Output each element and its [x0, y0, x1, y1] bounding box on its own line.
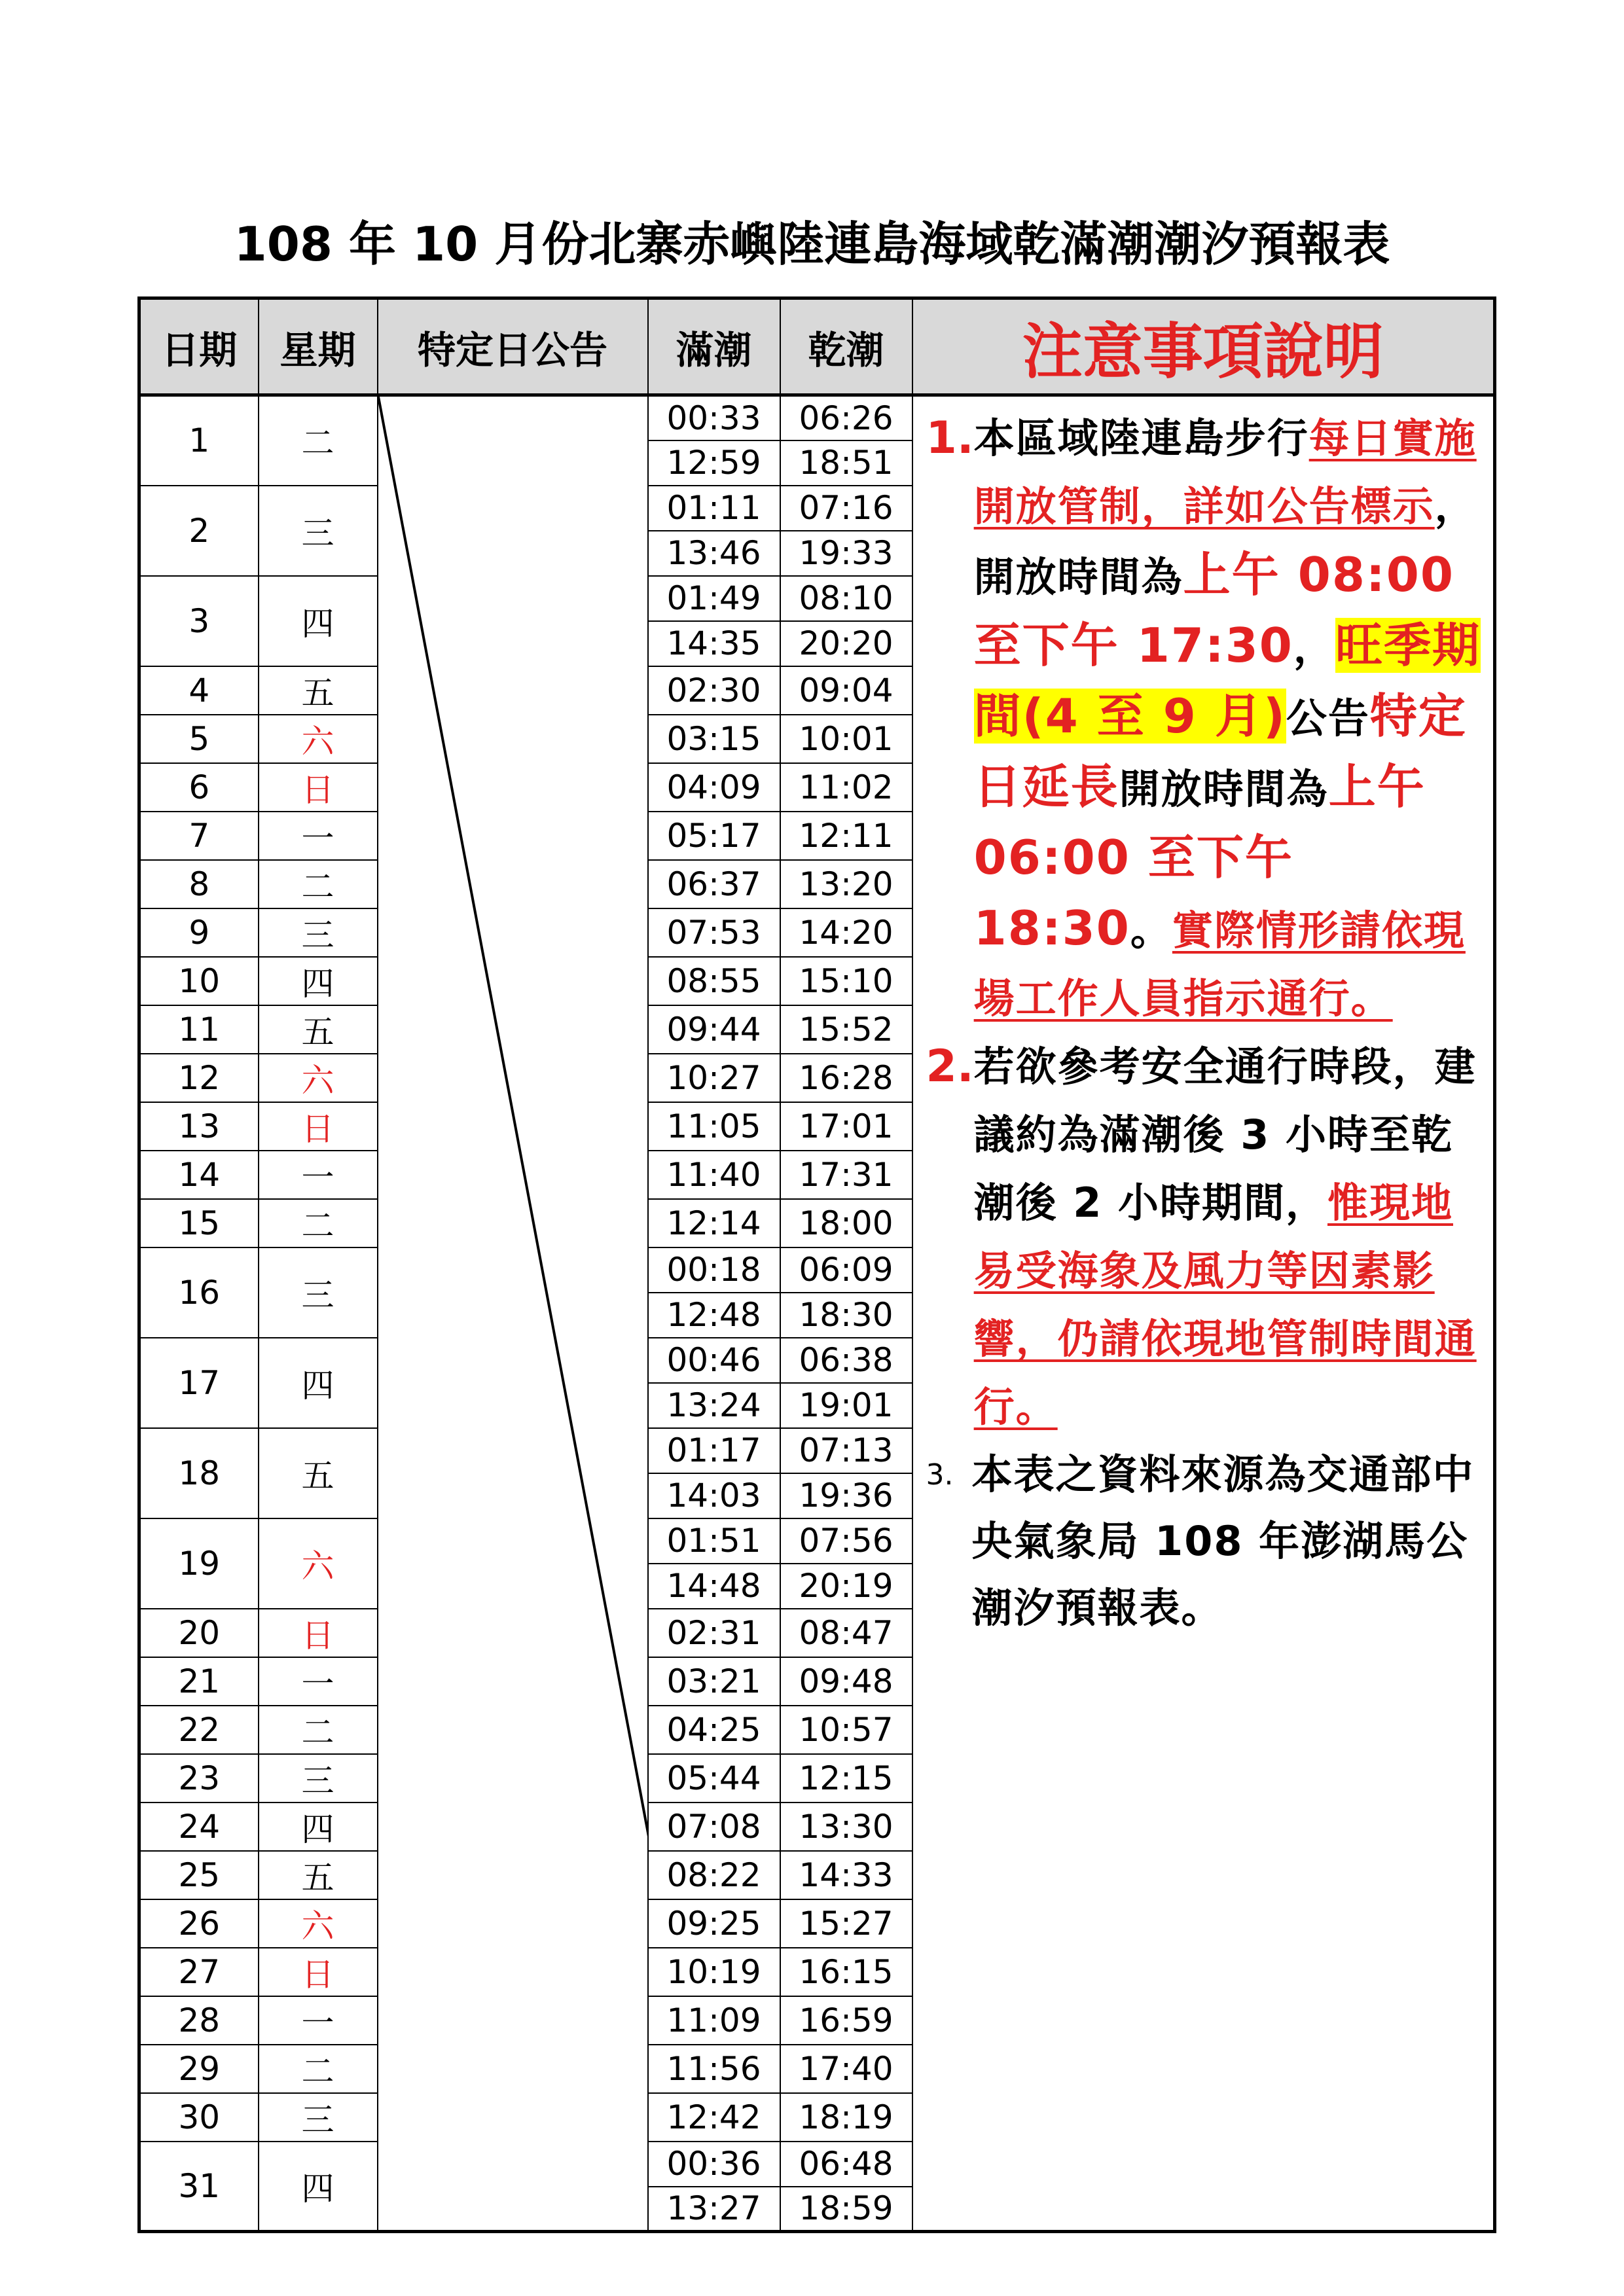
date-cell: 28 — [139, 1996, 259, 2045]
document-title: 108 年 10 月份北寨赤嶼陸連島海域乾滿潮潮汐預報表 — [234, 217, 1390, 272]
note-segment: 每日實施開放管制，詳如公告標示 — [973, 414, 1477, 530]
high-tide-cell: 05:17 — [648, 812, 780, 860]
high-tide-cell: 02:30 — [648, 666, 780, 715]
low-tide-cell: 13:30 — [780, 1803, 912, 1851]
header-high-tide: 滿潮 — [648, 298, 780, 395]
high-tide-cell: 03:15 — [648, 715, 780, 763]
date-cell: 17 — [139, 1338, 259, 1428]
date-cell: 15 — [139, 1199, 259, 1247]
high-tide-cell: 14:48 — [648, 1564, 780, 1609]
high-tide-cell: 11:09 — [648, 1996, 780, 2045]
high-tide-cell: 03:21 — [648, 1657, 780, 1706]
weekday-cell: 二 — [259, 1706, 378, 1754]
date-cell: 21 — [139, 1657, 259, 1706]
header-notes: 注意事項說明 — [912, 298, 1495, 395]
weekday-cell: 五 — [259, 666, 378, 715]
low-tide-cell: 18:59 — [780, 2187, 912, 2232]
empty-slash-line — [378, 397, 648, 1837]
weekday-cell: 日 — [259, 1609, 378, 1657]
date-cell: 19 — [139, 1518, 259, 1609]
low-tide-cell: 08:10 — [780, 576, 912, 621]
low-tide-cell: 11:02 — [780, 763, 912, 812]
low-tide-cell: 07:56 — [780, 1518, 912, 1564]
low-tide-cell: 14:33 — [780, 1851, 912, 1899]
high-tide-cell: 06:37 — [648, 860, 780, 908]
low-tide-cell: 07:16 — [780, 486, 912, 531]
weekday-cell: 日 — [259, 1102, 378, 1151]
date-cell: 18 — [139, 1428, 259, 1518]
high-tide-cell: 01:51 — [648, 1518, 780, 1564]
notes-list — [926, 404, 1483, 1641]
note-item — [926, 1033, 1483, 1441]
low-tide-cell: 20:19 — [780, 1564, 912, 1609]
note-segment: 開放時間為 — [1119, 765, 1329, 813]
date-cell: 25 — [139, 1851, 259, 1899]
high-tide-cell: 12:14 — [648, 1199, 780, 1247]
high-tide-cell: 00:33 — [648, 395, 780, 440]
weekday-cell: 三 — [259, 2093, 378, 2142]
low-tide-cell: 14:20 — [780, 908, 912, 957]
date-cell: 26 — [139, 1899, 259, 1948]
note-segment: 。 — [1130, 906, 1172, 954]
note-text — [972, 1441, 1483, 1641]
weekday-cell: 六 — [259, 1054, 378, 1102]
note-segment: 上午 08:00 至下午 17:30 — [973, 547, 1454, 673]
tide-forecast-table — [137, 296, 1496, 2233]
high-tide-cell: 14:03 — [648, 1473, 780, 1518]
low-tide-cell: 10:57 — [780, 1706, 912, 1754]
note-segment: 本表之資料來源為交通部中央氣象局 108 年澎湖馬公潮汐預報表。 — [971, 1450, 1475, 1632]
date-cell: 30 — [139, 2093, 259, 2142]
low-tide-cell: 20:20 — [780, 621, 912, 666]
high-tide-cell: 01:49 — [648, 576, 780, 621]
low-tide-cell: 06:09 — [780, 1247, 912, 1293]
low-tide-cell: 15:52 — [780, 1005, 912, 1054]
weekday-cell: 一 — [259, 812, 378, 860]
note-segment: 若欲參考安全通行時段，建議約為滿潮後 3 小時至乾潮後 2 小時期間， — [973, 1043, 1477, 1227]
note-item — [926, 404, 1483, 1033]
high-tide-cell: 14:35 — [648, 621, 780, 666]
low-tide-cell: 09:04 — [780, 666, 912, 715]
weekday-cell: 三 — [259, 486, 378, 576]
low-tide-cell: 08:47 — [780, 1609, 912, 1657]
weekday-cell: 日 — [259, 1948, 378, 1996]
note-text — [974, 1033, 1483, 1441]
low-tide-cell: 13:20 — [780, 860, 912, 908]
notes-cell — [912, 395, 1495, 2232]
date-cell: 9 — [139, 908, 259, 957]
high-tide-cell: 05:44 — [648, 1754, 780, 1803]
date-cell: 14 — [139, 1151, 259, 1199]
date-cell: 8 — [139, 860, 259, 908]
high-tide-cell: 00:46 — [648, 1338, 780, 1383]
weekday-cell: 五 — [259, 1851, 378, 1899]
low-tide-cell: 16:28 — [780, 1054, 912, 1102]
weekday-cell: 一 — [259, 1151, 378, 1199]
weekday-cell: 五 — [259, 1005, 378, 1054]
weekday-cell: 三 — [259, 1247, 378, 1338]
note-segment: 惟現地易受海象及風力等因素影響，仍請依現地管制時間通行。 — [973, 1179, 1477, 1431]
high-tide-cell: 01:11 — [648, 486, 780, 531]
low-tide-cell: 18:51 — [780, 440, 912, 486]
low-tide-cell: 16:59 — [780, 1996, 912, 2045]
high-tide-cell: 02:31 — [648, 1609, 780, 1657]
weekday-cell: 三 — [259, 908, 378, 957]
weekday-cell: 二 — [259, 860, 378, 908]
high-tide-cell: 08:55 — [648, 957, 780, 1005]
high-tide-cell: 13:24 — [648, 1383, 780, 1428]
table-row — [139, 395, 1495, 440]
weekday-cell: 四 — [259, 2142, 378, 2232]
low-tide-cell: 10:01 — [780, 715, 912, 763]
high-tide-cell: 11:40 — [648, 1151, 780, 1199]
low-tide-cell: 19:33 — [780, 531, 912, 576]
note-segment: 特定日延長 — [973, 689, 1467, 814]
high-tide-cell: 07:53 — [648, 908, 780, 957]
date-cell: 11 — [139, 1005, 259, 1054]
note-segment: 實際情形請依現場工作人員指示通行。 — [973, 906, 1466, 1022]
date-cell: 16 — [139, 1247, 259, 1338]
date-cell: 10 — [139, 957, 259, 1005]
low-tide-cell: 16:15 — [780, 1948, 912, 1996]
low-tide-cell: 19:36 — [780, 1473, 912, 1518]
header-low-tide: 乾潮 — [780, 298, 912, 395]
date-cell: 29 — [139, 2045, 259, 2093]
weekday-cell: 四 — [259, 1338, 378, 1428]
date-cell: 7 — [139, 812, 259, 860]
tide-table-body — [139, 395, 1495, 2232]
low-tide-cell: 12:11 — [780, 812, 912, 860]
high-tide-cell: 09:25 — [648, 1899, 780, 1948]
date-cell: 2 — [139, 486, 259, 576]
high-tide-cell: 12:42 — [648, 2093, 780, 2142]
low-tide-cell: 12:15 — [780, 1754, 912, 1803]
date-cell: 27 — [139, 1948, 259, 1996]
low-tide-cell: 06:26 — [780, 395, 912, 440]
high-tide-cell: 12:48 — [648, 1293, 780, 1338]
low-tide-cell: 18:19 — [780, 2093, 912, 2142]
weekday-cell: 三 — [259, 1754, 378, 1803]
low-tide-cell: 06:48 — [780, 2142, 912, 2187]
high-tide-cell: 11:05 — [648, 1102, 780, 1151]
low-tide-cell: 18:00 — [780, 1199, 912, 1247]
date-cell: 24 — [139, 1803, 259, 1851]
header-weekday: 星期 — [259, 298, 378, 395]
date-cell: 1 — [139, 395, 259, 486]
high-tide-cell: 13:27 — [648, 2187, 780, 2232]
date-cell: 4 — [139, 666, 259, 715]
special-day-cell — [378, 395, 648, 2232]
note-item — [926, 1441, 1483, 1641]
low-tide-cell: 09:48 — [780, 1657, 912, 1706]
date-cell: 31 — [139, 2142, 259, 2232]
low-tide-cell: 18:30 — [780, 1293, 912, 1338]
weekday-cell: 二 — [259, 395, 378, 486]
high-tide-cell: 00:36 — [648, 2142, 780, 2187]
high-tide-cell: 12:59 — [648, 440, 780, 486]
high-tide-cell: 07:08 — [648, 1803, 780, 1851]
header-special-day: 特定日公告 — [378, 298, 648, 395]
note-segment: ，開放時間為 — [973, 482, 1477, 601]
note-segment: ， — [1293, 624, 1335, 672]
note-segment: 公告 — [1286, 694, 1370, 742]
note-text — [974, 404, 1483, 1033]
header-date: 日期 — [139, 298, 259, 395]
date-cell: 5 — [139, 715, 259, 763]
date-cell: 12 — [139, 1054, 259, 1102]
high-tide-cell: 04:09 — [648, 763, 780, 812]
date-cell: 22 — [139, 1706, 259, 1754]
high-tide-cell: 01:17 — [648, 1428, 780, 1473]
high-tide-cell: 09:44 — [648, 1005, 780, 1054]
note-number: 2. — [926, 1041, 974, 1092]
weekday-cell: 二 — [259, 1199, 378, 1247]
weekday-cell: 五 — [259, 1428, 378, 1518]
date-cell: 20 — [139, 1609, 259, 1657]
weekday-cell: 一 — [259, 1996, 378, 2045]
note-segment: 上午 06:00 至下午 18:30 — [973, 759, 1426, 956]
weekday-cell: 六 — [259, 1518, 378, 1609]
high-tide-cell: 11:56 — [648, 2045, 780, 2093]
low-tide-cell: 19:01 — [780, 1383, 912, 1428]
high-tide-cell: 08:22 — [648, 1851, 780, 1899]
low-tide-cell: 17:40 — [780, 2045, 912, 2093]
high-tide-cell: 04:25 — [648, 1706, 780, 1754]
high-tide-cell: 13:46 — [648, 531, 780, 576]
note-segment: 本區域陸連島步行 — [973, 414, 1309, 462]
date-cell: 3 — [139, 576, 259, 666]
weekday-cell: 四 — [259, 1803, 378, 1851]
date-cell: 6 — [139, 763, 259, 812]
header-row — [139, 298, 1495, 395]
high-tide-cell: 10:19 — [648, 1948, 780, 1996]
note-number: 1. — [926, 412, 974, 464]
note-number: 3. — [926, 1458, 954, 1492]
low-tide-cell: 07:13 — [780, 1428, 912, 1473]
low-tide-cell: 17:31 — [780, 1151, 912, 1199]
high-tide-cell: 10:27 — [648, 1054, 780, 1102]
low-tide-cell: 15:10 — [780, 957, 912, 1005]
low-tide-cell: 06:38 — [780, 1338, 912, 1383]
weekday-cell: 六 — [259, 715, 378, 763]
low-tide-cell: 17:01 — [780, 1102, 912, 1151]
weekday-cell: 四 — [259, 957, 378, 1005]
weekday-cell: 二 — [259, 2045, 378, 2093]
high-tide-cell: 00:18 — [648, 1247, 780, 1293]
weekday-cell: 四 — [259, 576, 378, 666]
low-tide-cell: 15:27 — [780, 1899, 912, 1948]
note-segment: 旺季期間(4 至 9 月) — [973, 618, 1481, 744]
date-cell: 23 — [139, 1754, 259, 1803]
weekday-cell: 日 — [259, 763, 378, 812]
weekday-cell: 六 — [259, 1899, 378, 1948]
date-cell: 13 — [139, 1102, 259, 1151]
weekday-cell: 一 — [259, 1657, 378, 1706]
